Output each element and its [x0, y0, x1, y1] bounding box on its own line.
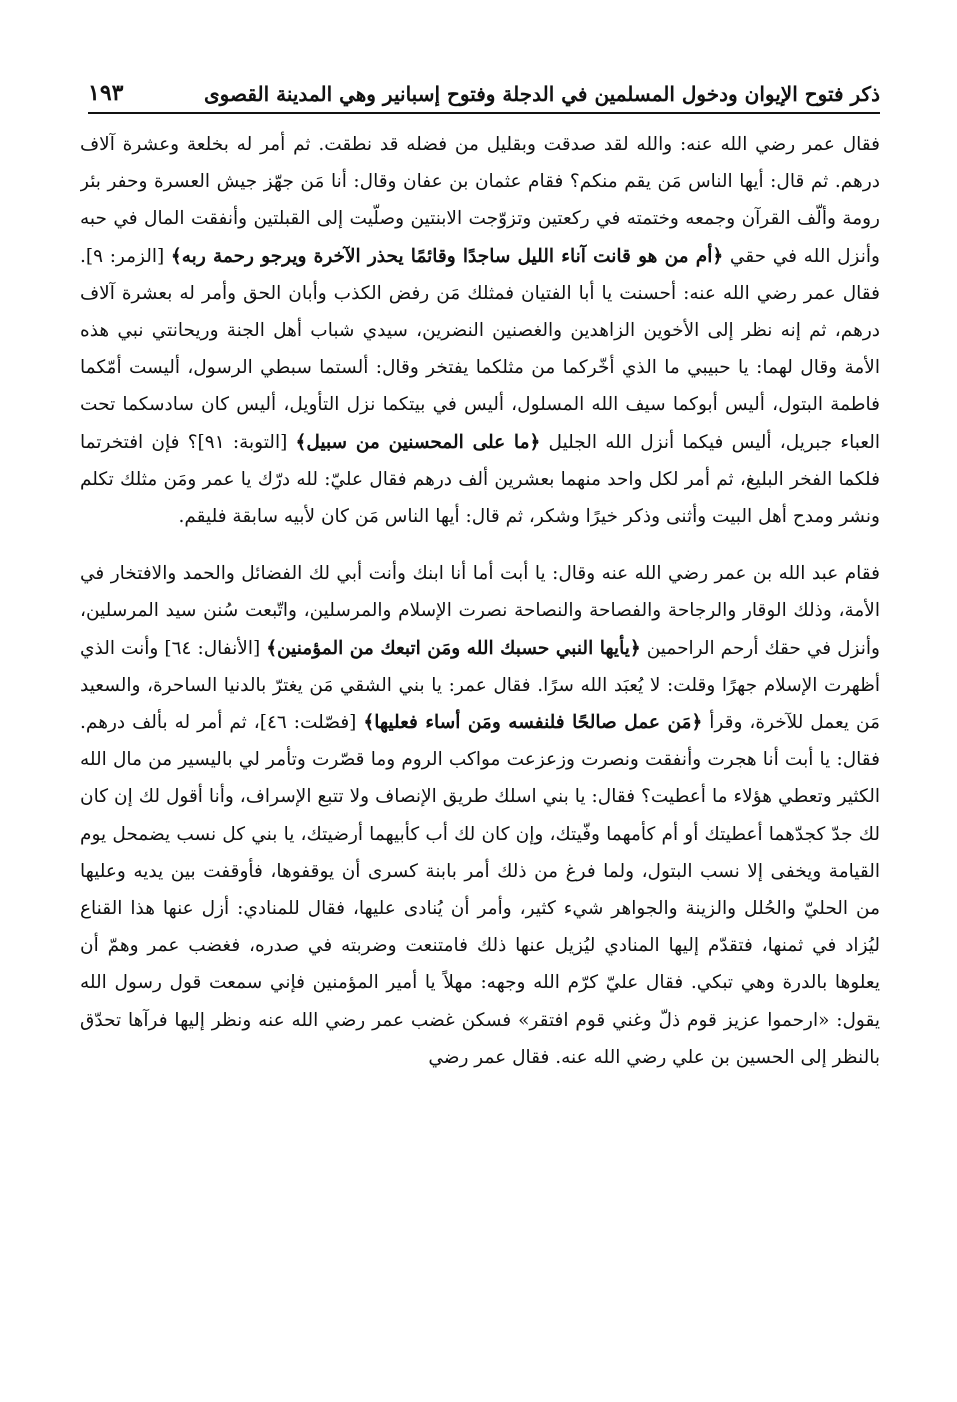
text-segment: [الأنفال: ٦٤] وأنت الذي أظهرت الإسلام جهرًا وقلت: لا يُعبَد الله سرًا. فقال عمر: يا بني الشقي مَن يغترّ بالدنيا الساحرة، والسعيد مَن يعمل للآخرة، وقرأ	[80, 637, 880, 734]
body-text	[80, 126, 880, 1336]
text-segment: فقام عبد الله بن عمر رضي الله عنه وقال: يا أبت أما أنا ابنك وأنت أبي لك الفضائل والحمد والافتخار في الأمة، وذلك الوقار والرجاحة والفصاحة والنصاحة نصرت الإسلام والمرسلين، واتّبعت سُنن سيد المرسلين، وأنزل في حقك أرحم الراحمين	[80, 563, 880, 659]
page-number: ١٩٣	[88, 80, 124, 106]
running-title: ذكر فتوح الإيوان ودخول المسلمين في الدجلة وفتوح إسبانير وهي المدينة القصوى	[204, 82, 880, 106]
text-segment: [فصّلت: ٤٦]، ثم أمر له بألف درهم. فقال: يا أبت أنا هجرت وأنفقت ونصرت وزعزعت مواكب الروم وما قصّرت وتأمر لي باليسير من مال الله الكثير وتعطي هؤلاء ما أعطيت؟ فقال: يا بني اسلك طريق الإنصاف ولا تتبع الإسراف، وأنا أقول لك إن كان لك جدّ كجدّهما أعطيتك أو أم كأمهما وفّيتك، وإن كان لك أب كأبيهما أرضيتك، يا بني كل نسب يضمحل يوم القيامة ويخفى إلا نسب البتول، ولما فرغ من ذلك أمر بابنة كسرى أن يوقفوها، فأوقفت بين يديه وعليها من الحليّ والحُلل والزينة والجواهر شيء كثير، وأمر أن يُنادى عليها، فقال للمنادي: أزل عنها هذا القناع ليُزاد في ثمنها، فتقدّم إليها المنادي ليُزيل عنها ذلك فامتنعت وضربته في صدره، فغضب عمر وهمّ أن يعلوها بالدرة وهي تبكي. فقال عليّ كرّم الله وجهه: مهلاً يا أمير المؤمنين فإني سمعت قول رسول الله يقول: «ارحموا عزيز قوم ذلّ وغني قوم افتقر» فسكن غضب عمر رضي الله عنه ونظر إليها فرآها تحدّق بالنظر إلى الحسين بن علي رضي الله عنه. فقال عمر رضي	[80, 712, 880, 1068]
quran-verse: ﴿ما على المحسنين من سبيل﴾	[295, 431, 541, 453]
text-segment: [الزمر: ٩]. فقال عمر رضي الله عنه: أحسنت يا أبا الفتيان فمثلك مَن رفض الكذب وأبان الحق وأمر له بعشرة آلاف درهم، ثم إنه نظر إلى الأخوين الزاهدين والغصنين النضرين، سيدي شباب أهل الجنة وريحانتي نبي هذه الأمة وقال لهما: يا حبيبي ما الذي أخّركما من مثلكما يفتخر وقال: ألستما سبطي الرسول، أليست أمّكما فاطمة البتول، أليس أبوكما سيف الله المسلول، أليس في بيتكما نزل التأويل، أليس كان سادسكما تحت العباء جبريل، أليس فيكما أنزل الله الجليل	[80, 245, 880, 453]
quran-verse: ﴿مَن عمل صالحًا فلنفسه ومَن أساء فعليها﴾	[363, 712, 703, 734]
text-segment: فقال عمر رضي الله عنه: والله لقد صدقت وبقليل من فضله قد نطقت. ثم أمر له بخلعة وعشرة آلاف درهم. ثم قال: أيها الناس مَن يقم منكم؟ فقام عثمان بن عفان وقال: أنا مَن جهّز جيش العسرة وحفر بئر رومة وألّف القرآن وجمعه وختمته في ركعتين وتزوّجت الابنتين وصلّيت إلى القبلتين وأنفقت المال في حبه وأنزل الله في حقي	[80, 134, 880, 267]
paragraph-2	[80, 555, 880, 1076]
paragraph-1	[80, 126, 880, 535]
text-segment: [التوبة: ٩١]؟ فإن افتخرتما فلكما الفخر البليغ، ثم أمر لكل واحد منهما بعشرين ألف درهم فقال عليّ: لله درّك يا عمر ومَن مثلك تكلم ونشر ومدح أهل البيت وأثنى وذكر خيرًا وشكر، ثم قال: أيها الناس مَن كان لأبيه سابقة فليقم.	[80, 431, 880, 528]
quran-verse: ﴿أم من هو قانت آناء الليل ساجدًا وقائمًا يحذر الآخرة ويرجو رحمة ربه﴾	[170, 245, 724, 267]
page-header	[88, 72, 880, 114]
quran-verse: ﴿يأيها النبي حسبك الله ومَن اتبعك من المؤمنين﴾	[266, 637, 641, 659]
